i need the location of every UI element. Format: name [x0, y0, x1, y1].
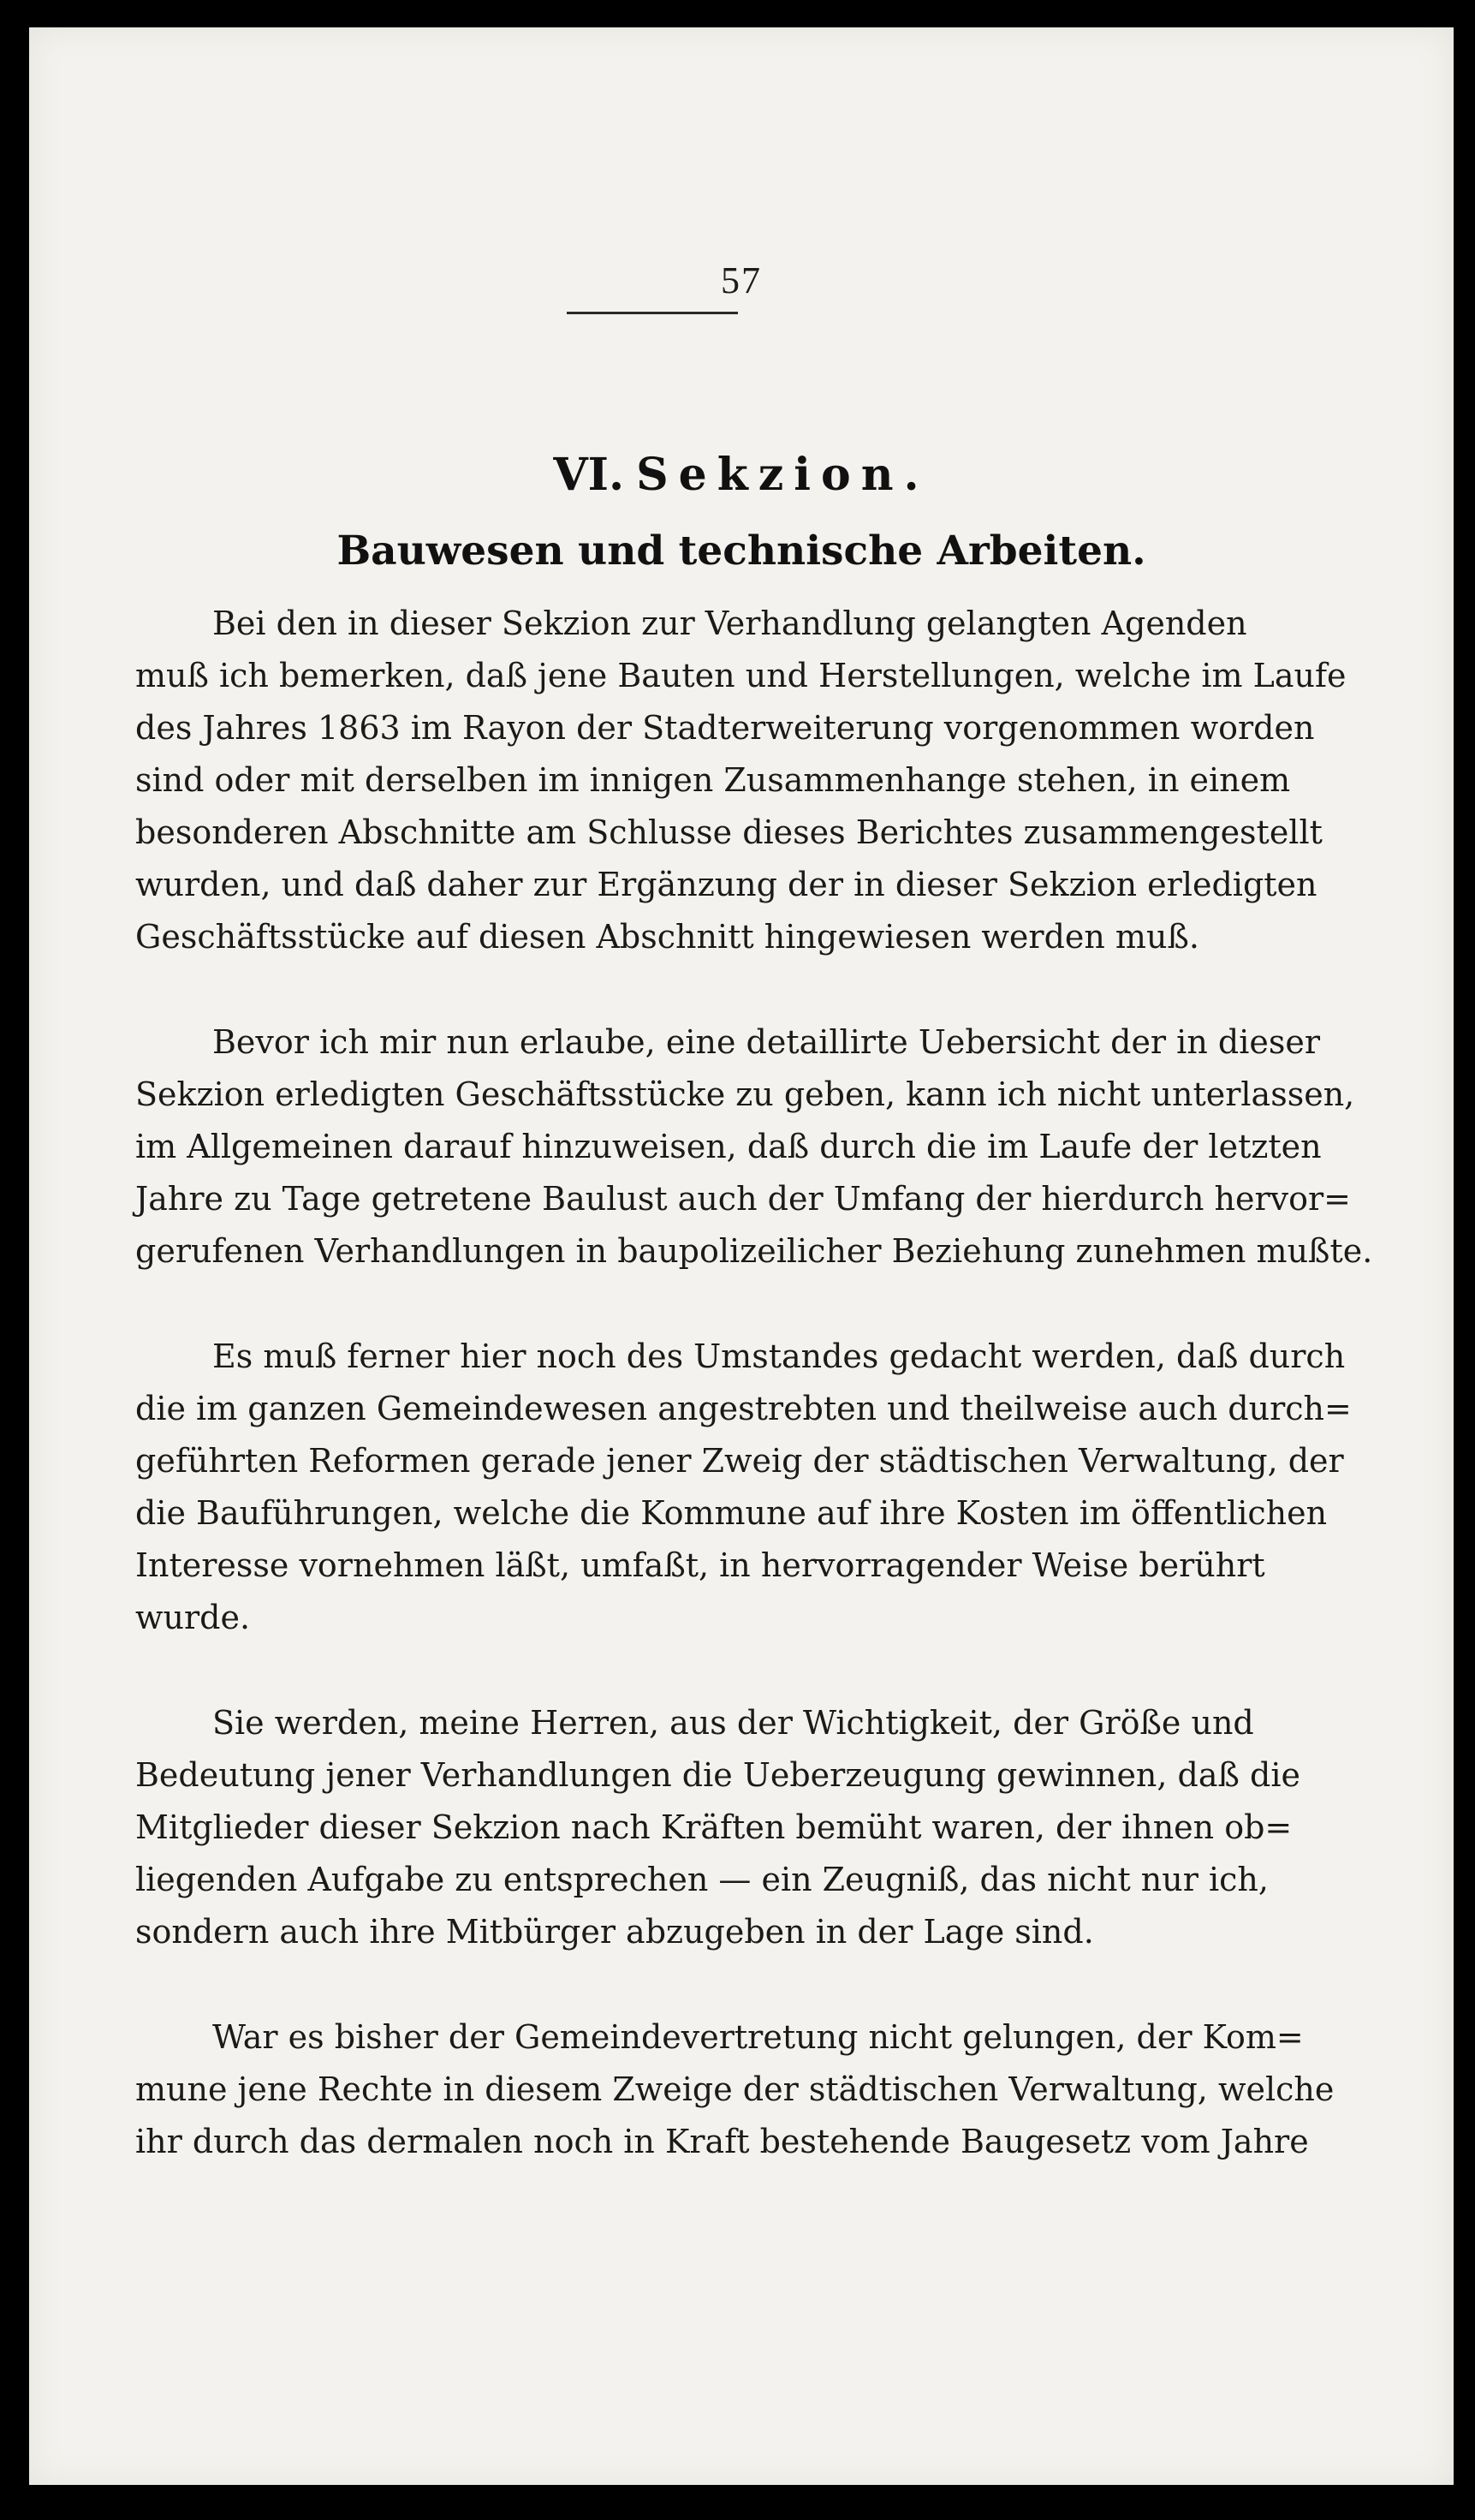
paragraph-2 [135, 1016, 1373, 1278]
text-line: geführten Reformen gerade jener Zweig der städtischen Verwaltung, der [135, 1442, 1344, 1480]
body-text [135, 598, 1373, 2221]
text-line: Geschäftsstücke auf diesen Abschnitt hingewiesen werden muß. [135, 918, 1199, 956]
text-line: die Bauführungen, welche die Kommune auf ihre Kosten im öffentlichen [135, 1494, 1328, 1532]
section-title: Sekzion. [636, 449, 930, 501]
text-line: Sekzion erledigten Geschäftsstücke zu geben, kann ich nicht unterlassen, [135, 1075, 1355, 1113]
text-line: liegenden Aufgabe zu entsprechen — ein Zeugniß, das nicht nur ich, [135, 1861, 1269, 1898]
text-line: Jahre zu Tage getretene Baulust auch der Umfang der hierdurch hervor= [135, 1180, 1351, 1218]
text-line: Sie werden, meine Herren, aus der Wichtigkeit, der Größe und [212, 1704, 1254, 1742]
section-roman-numeral: VI. [553, 449, 625, 501]
text-line: War es bisher der Gemeindevertretung nicht gelungen, der Kom= [212, 2018, 1304, 2056]
text-line: sind oder mit derselben im innigen Zusammenhange stehen, in einem [135, 761, 1291, 799]
text-line: mune jene Rechte in diesem Zweige der städtischen Verwaltung, welche [135, 2070, 1335, 2108]
document-page [29, 27, 1454, 2485]
text-line: Bevor ich mir nun erlaube, eine detaillirte Uebersicht der in dieser [212, 1023, 1321, 1061]
text-line: Bedeutung jener Verhandlungen die Ueberzeugung gewinnen, daß die [135, 1756, 1300, 1794]
text-line: im Allgemeinen darauf hinzuweisen, daß durch die im Laufe der letzten [135, 1128, 1322, 1165]
paragraph-3 [135, 1331, 1352, 1644]
text-line: besonderen Abschnitte am Schlusse dieses Berichtes zusammengestellt [135, 813, 1323, 851]
text-line: muß ich bemerken, daß jene Bauten und Herstellungen, welche im Laufe [135, 657, 1347, 694]
text-line: Es muß ferner hier noch des Umstandes gedacht werden, daß durch [212, 1337, 1346, 1375]
text-line: wurde. [135, 1599, 251, 1636]
text-line: sondern auch ihre Mitbürger abzugeben in der Lage sind. [135, 1913, 1094, 1951]
page-number-rule [567, 312, 738, 314]
section-heading [29, 449, 1454, 501]
text-line: Interesse vornehmen läßt, umfaßt, in hervorragender Weise berührt [135, 1546, 1265, 1584]
paragraph-4 [135, 1697, 1300, 1958]
text-line: des Jahres 1863 im Rayon der Stadterweiterung vorgenommen worden [135, 709, 1315, 747]
text-line: ihr durch das dermalen noch in Kraft bestehende Baugesetz vom Jahre [135, 2123, 1309, 2160]
paragraph-1 [135, 598, 1347, 963]
text-line: gerufenen Verhandlungen in baupolizeilicher Beziehung zunehmen mußte. [135, 1232, 1373, 1270]
text-line: Bei den in dieser Sekzion zur Verhandlung gelangten Agenden [212, 605, 1247, 642]
page-number: 57 [721, 259, 762, 301]
text-line: Mitglieder dieser Sekzion nach Kräften bemüht waren, der ihnen ob= [135, 1808, 1293, 1846]
text-line: die im ganzen Gemeindewesen angestrebten und theilweise auch durch= [135, 1390, 1352, 1427]
section-subtitle: Bauwesen und technische Arbeiten. [336, 527, 1146, 575]
text-line: wurden, und daß daher zur Ergänzung der in dieser Sekzion erledigten [135, 866, 1317, 903]
paragraph-5 [135, 2011, 1335, 2168]
